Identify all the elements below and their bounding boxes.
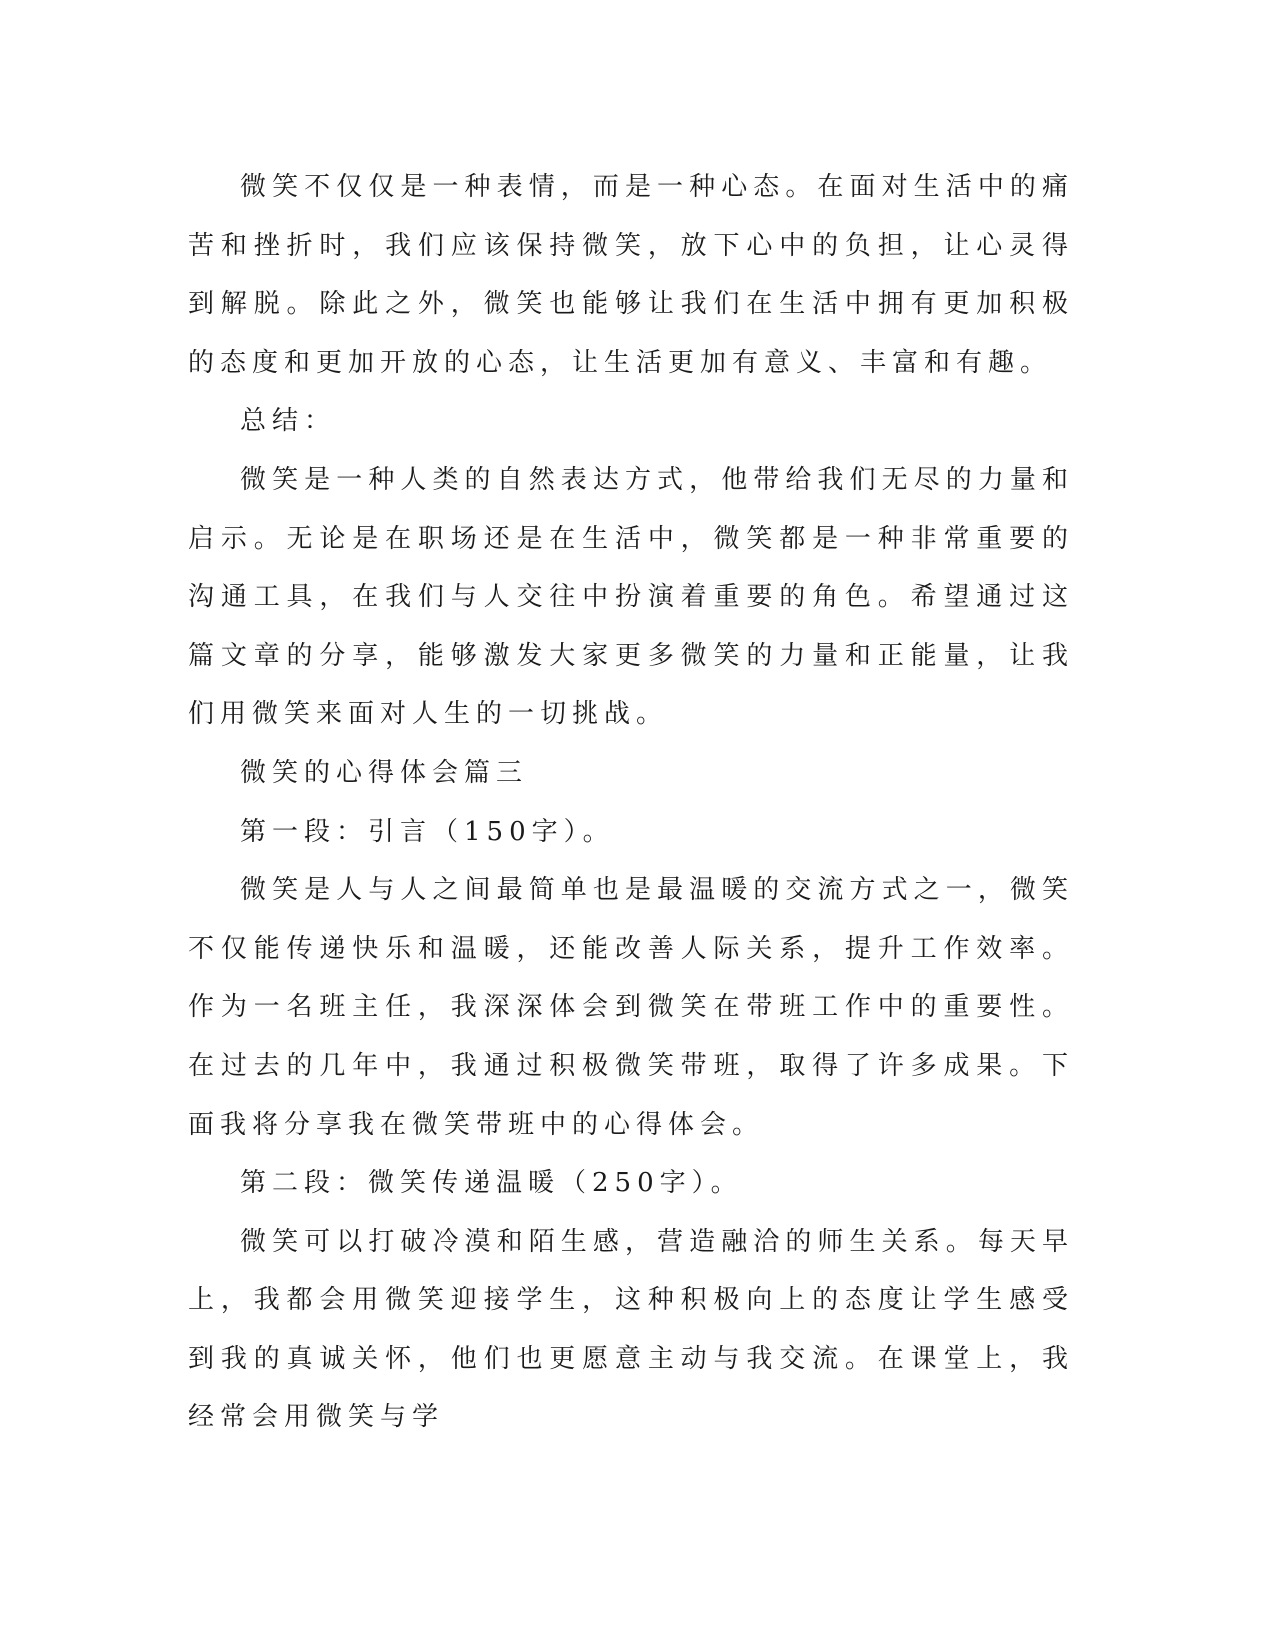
paragraph-heading-warmth: 第二段：微笑传递温暖（250字）。 [240, 1168, 743, 1199]
paragraph-summary-heading: 总结： [240, 406, 337, 437]
document-body [188, 158, 1074, 1447]
paragraph-smile-mindset: 微笑不仅仅是一种表情，而是一种心态。在面对生活中的痛苦和挫折时，我们应该保持微笑，放下心中的负担，让心灵得到解脱。除此之外，微笑也能够让我们在生活中拥有更加积极的态度和更加开放的心态，让生活更加有意义、丰富和有趣。 [188, 172, 1074, 378]
paragraph-intro-body: 微笑是人与人之间最简单也是最温暖的交流方式之一，微笑不仅能传递快乐和温暖，还能改善人际关系，提升工作效率。作为一名班主任，我深深体会到微笑在带班工作中的重要性。在过去的几年中，我通过积极微笑带班，取得了许多成果。下面我将分享我在微笑带班中的心得体会。 [188, 875, 1074, 1140]
paragraph-heading-intro: 第一段：引言（150字）。 [240, 816, 615, 847]
paragraph-warmth-body: 微笑可以打破冷漠和陌生感，营造融洽的师生关系。每天早上，我都会用微笑迎接学生，这种积极向上的态度让学生感受到我的真诚关怀，他们也更愿意主动与我交流。在课堂上，我经常会用微笑与学 [188, 1226, 1074, 1433]
paragraph-summary-body: 微笑是一种人类的自然表达方式，他带给我们无尽的力量和启示。无论是在职场还是在生活中，微笑都是一种非常重要的沟通工具，在我们与人交往中扮演着重要的角色。希望通过这篇文章的分享，能够激发大家更多微笑的力量和正能量，让我们用微笑来面对人生的一切挑战。 [188, 464, 1074, 730]
section-title-part-three: 微笑的心得体会篇三 [240, 757, 529, 788]
